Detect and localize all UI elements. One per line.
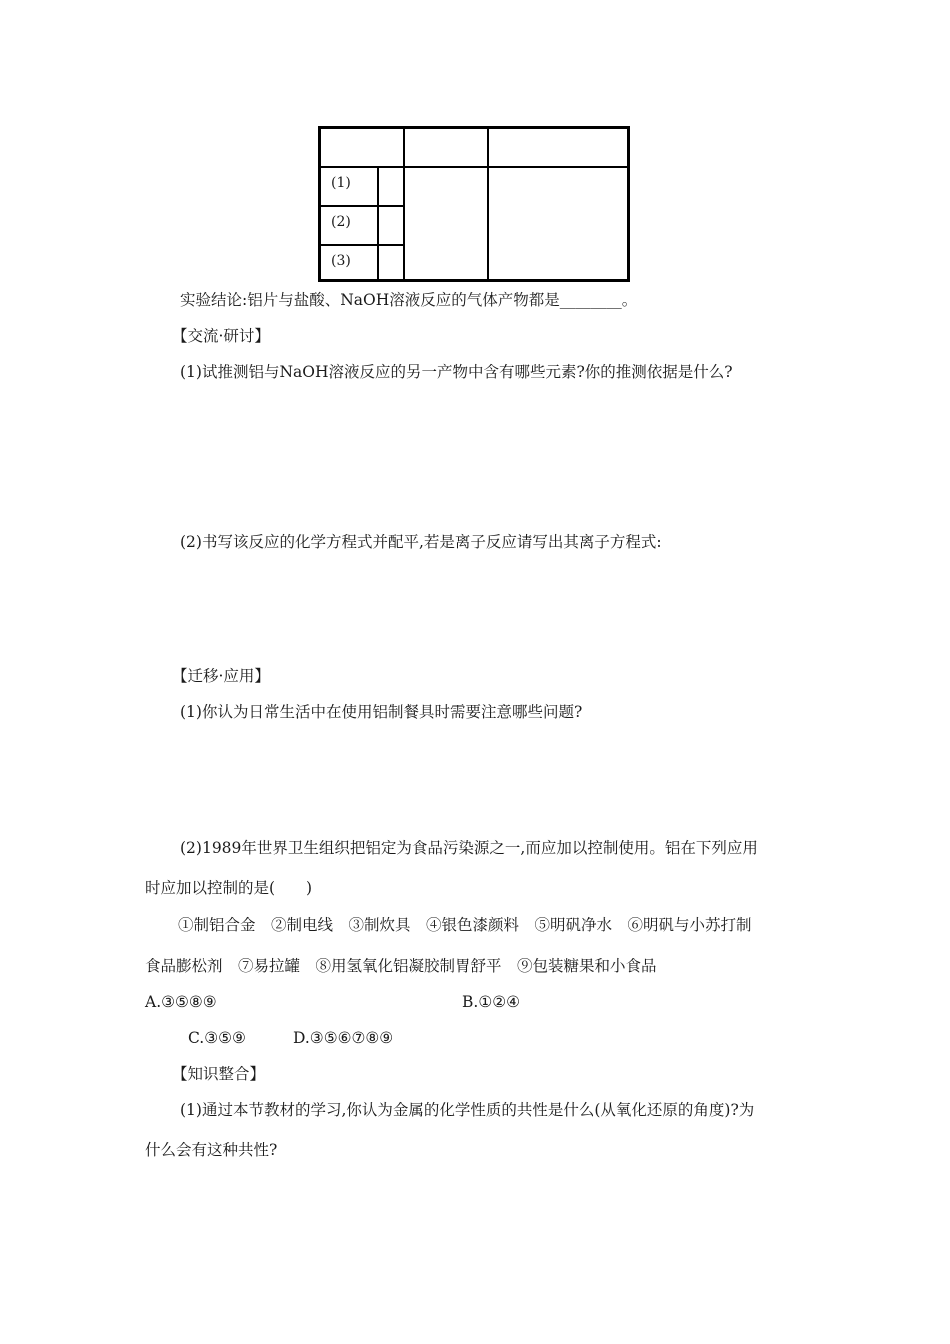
apply-items-line-1: ①制铝合金 ②制电线 ③制炊具 ④银色漆颜料 ⑤明矾净水 ⑥明矾与小苏打制 bbox=[178, 916, 752, 934]
experiment-conclusion: 实验结论:铝片与盐酸、NaOH溶液反应的气体产物都是________。 bbox=[180, 291, 638, 309]
apply-items-line-2: 食品膨松剂 ⑦易拉罐 ⑧用氢氧化铝凝胶制胃舒平 ⑨包装糖果和小食品 bbox=[145, 957, 657, 975]
integrate-question-1-line-1: (1)通过本节教材的学习,你认为金属的化学性质的共性是什么(从氧化还原的角度)?为 bbox=[180, 1101, 755, 1119]
table-row-label: (2) bbox=[331, 214, 351, 230]
experiment-table bbox=[318, 126, 630, 282]
option-a: A.③⑤⑧⑨ bbox=[145, 993, 217, 1011]
table-row-divider-2 bbox=[321, 244, 405, 246]
table-col-divider-1 bbox=[403, 129, 405, 279]
apply-question-2-line-1: (2)1989年世界卫生组织把铝定为食品污染源之一,而应加以控制使用。铝在下列应用 bbox=[180, 839, 758, 857]
option-d: D.③⑤⑥⑦⑧⑨ bbox=[293, 1029, 394, 1047]
section-heading-discuss: 【交流·研讨】 bbox=[172, 327, 270, 345]
table-header-divider bbox=[321, 166, 627, 168]
option-c: C.③⑤⑨ bbox=[188, 1029, 246, 1047]
section-heading-apply: 【迁移·应用】 bbox=[172, 667, 270, 685]
integrate-question-1-line-2: 什么会有这种共性? bbox=[145, 1141, 278, 1159]
table-subcol-divider bbox=[377, 166, 379, 279]
apply-question-2-line-2: 时应加以控制的是( ) bbox=[145, 879, 313, 897]
discuss-question-2: (2)书写该反应的化学方程式并配平,若是离子反应请写出其离子方程式: bbox=[180, 533, 662, 551]
apply-question-1: (1)你认为日常生活中在使用铝制餐具时需要注意哪些问题? bbox=[180, 703, 583, 721]
table-row-divider-1 bbox=[321, 205, 405, 207]
discuss-question-1: (1)试推测铝与NaOH溶液反应的另一产物中含有哪些元素?你的推测依据是什么? bbox=[180, 363, 733, 381]
table-row-label: (1) bbox=[331, 175, 351, 191]
table-col-divider-2 bbox=[487, 129, 489, 279]
table-row-label: (3) bbox=[331, 253, 351, 269]
section-heading-integrate: 【知识整合】 bbox=[172, 1065, 266, 1083]
option-b: B.①②④ bbox=[462, 993, 521, 1011]
